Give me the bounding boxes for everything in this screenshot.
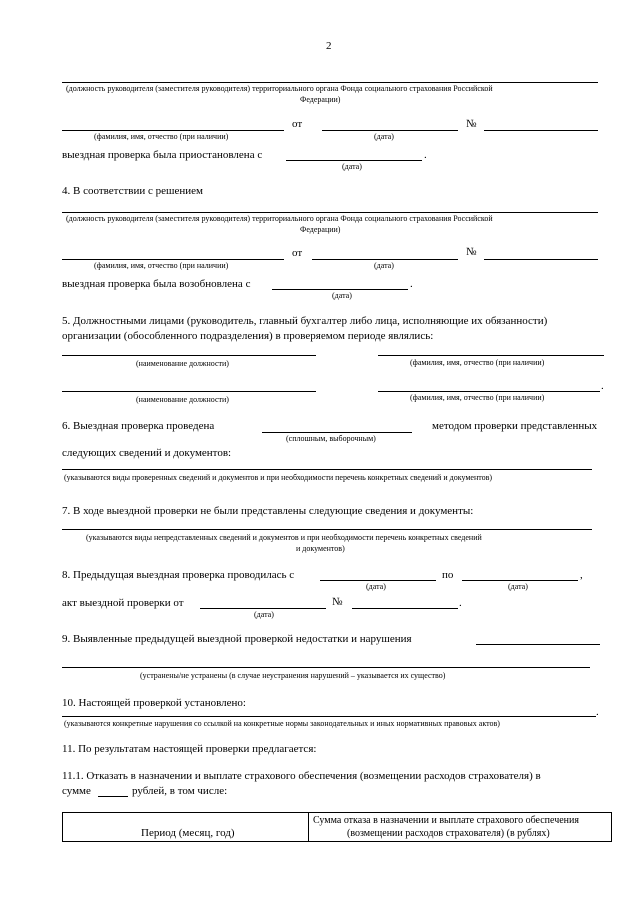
table-header-period: Период (месяц, год) xyxy=(141,827,235,839)
act-number-line[interactable] xyxy=(352,608,458,609)
sum-line[interactable] xyxy=(98,796,128,797)
official-line[interactable] xyxy=(62,82,598,83)
missing-docs-caption: (указываются виды непредставленных сведений и документов и при необходимости перечень конкретных сведений xyxy=(86,533,482,542)
date-caption: (дата) xyxy=(366,582,386,591)
position-caption: (наименование должности) xyxy=(136,395,229,404)
official-caption-cont: Федерации) xyxy=(300,225,341,234)
date-caption: (дата) xyxy=(254,610,274,619)
table-column-divider xyxy=(308,813,309,841)
item6-text: 6. Выездная проверка проведена xyxy=(62,420,215,432)
date-caption: (дата) xyxy=(374,132,394,141)
prev-end-date-line[interactable] xyxy=(462,580,578,581)
dot: . xyxy=(459,597,462,609)
position-line[interactable] xyxy=(62,391,316,392)
fio-line[interactable] xyxy=(378,355,604,356)
item5-line1: 5. Должностными лицами (руководитель, главный бухгалтер либо лица, исполняющие их обязанности) xyxy=(62,315,548,327)
docs-line[interactable] xyxy=(62,469,592,470)
act-date-line[interactable] xyxy=(200,608,326,609)
findings-line[interactable] xyxy=(62,716,596,717)
comma: , xyxy=(580,569,583,581)
item10-heading: 10. Настоящей проверкой установлено: xyxy=(62,697,246,709)
date-caption: (дата) xyxy=(332,291,352,300)
status-line-short[interactable] xyxy=(476,644,600,645)
date-caption: (дата) xyxy=(342,162,362,171)
official-line[interactable] xyxy=(62,212,598,213)
fio-line[interactable] xyxy=(378,391,600,392)
item11-1-line1: 11.1. Отказать в назначении и выплате страхового обеспечения (возмещении расходов страхователя) в xyxy=(62,770,541,782)
status-caption: (устранены/не устранены (в случае неустранения нарушений – указывается их существо) xyxy=(140,671,446,680)
item9-heading: 9. Выявленные предыдущей выездной проверкой недостатки и нарушения xyxy=(62,633,412,645)
missing-docs-line[interactable] xyxy=(62,529,592,530)
suspended-date-line[interactable] xyxy=(286,160,422,161)
position-line[interactable] xyxy=(62,355,316,356)
fio-caption: (фамилия, имя, отчество (при наличии) xyxy=(94,261,229,270)
number-label: № xyxy=(332,596,343,608)
sum-label: сумме xyxy=(62,785,91,797)
number-line[interactable] xyxy=(484,259,598,260)
table-header-sum-cont: (возмещении расходов страхователя) (в рублях) xyxy=(347,828,550,839)
prev-start-date-line[interactable] xyxy=(320,580,436,581)
dot: . xyxy=(596,706,599,718)
number-label: № xyxy=(466,246,477,258)
resumed-text: выездная проверка была возобновлена с xyxy=(62,278,251,290)
resumed-date-line[interactable] xyxy=(272,289,408,290)
item8-text: 8. Предыдущая выездная проверка проводилась с xyxy=(62,569,295,581)
official-caption: (должность руководителя (заместителя руководителя) территориального органа Фонда социального страхования Российской xyxy=(66,214,493,223)
missing-docs-caption-cont: и документов) xyxy=(296,544,345,553)
status-line[interactable] xyxy=(62,667,590,668)
fio-caption: (фамилия, имя, отчество (при наличии) xyxy=(410,358,545,367)
fio-line[interactable] xyxy=(62,259,284,260)
from-label: от xyxy=(292,118,303,130)
table-header-sum: Сумма отказа в назначении и выплате страхового обеспечения xyxy=(313,815,579,826)
number-label: № xyxy=(466,118,477,130)
fio-line[interactable] xyxy=(62,130,284,131)
act-text: акт выездной проверки от xyxy=(62,597,184,609)
dot: . xyxy=(410,278,413,290)
sum-rest: рублей, в том числе: xyxy=(132,785,228,797)
findings-caption: (указываются конкретные нарушения со ссылкой на конкретные нормы законодательных и иных нормативных правовых актов) xyxy=(64,719,500,728)
method-line[interactable] xyxy=(262,432,412,433)
item5-line2: организации (обособленного подразделения) в проверяемом периоде являлись: xyxy=(62,330,434,342)
item4-heading: 4. В соответствии с решением xyxy=(62,185,203,197)
item6-line2: следующих сведений и документов: xyxy=(62,447,232,459)
from-label: от xyxy=(292,247,303,259)
official-caption-cont: Федерации) xyxy=(300,95,341,104)
to-label: по xyxy=(442,569,454,581)
fio-caption: (фамилия, имя, отчество (при наличии) xyxy=(410,393,545,402)
dot: . xyxy=(601,380,604,392)
fio-caption: (фамилия, имя, отчество (при наличии) xyxy=(94,132,229,141)
position-caption: (наименование должности) xyxy=(136,359,229,368)
refusal-table xyxy=(62,812,612,842)
docs-caption: (указываются виды проверенных сведений и документов и при необходимости перечень конкретных сведений и документов) xyxy=(64,473,493,482)
date-caption: (дата) xyxy=(508,582,528,591)
page-number: 2 xyxy=(326,40,332,52)
number-line[interactable] xyxy=(484,130,598,131)
date-caption: (дата) xyxy=(374,261,394,270)
official-caption: (должность руководителя (заместителя руководителя) территориального органа Фонда социального страхования Российской xyxy=(66,84,493,93)
dot: . xyxy=(424,149,427,161)
date-line[interactable] xyxy=(312,259,458,260)
item11-heading: 11. По результатам настоящей проверки предлагается: xyxy=(62,743,317,755)
method-caption: (сплошным, выборочным) xyxy=(286,434,376,443)
item7-heading: 7. В ходе выездной проверки не были представлены следующие сведения и документы: xyxy=(62,505,474,517)
item6-method-text: методом проверки представленных xyxy=(432,420,598,432)
date-line[interactable] xyxy=(322,130,458,131)
suspended-text: выездная проверка была приостановлена с xyxy=(62,149,263,161)
